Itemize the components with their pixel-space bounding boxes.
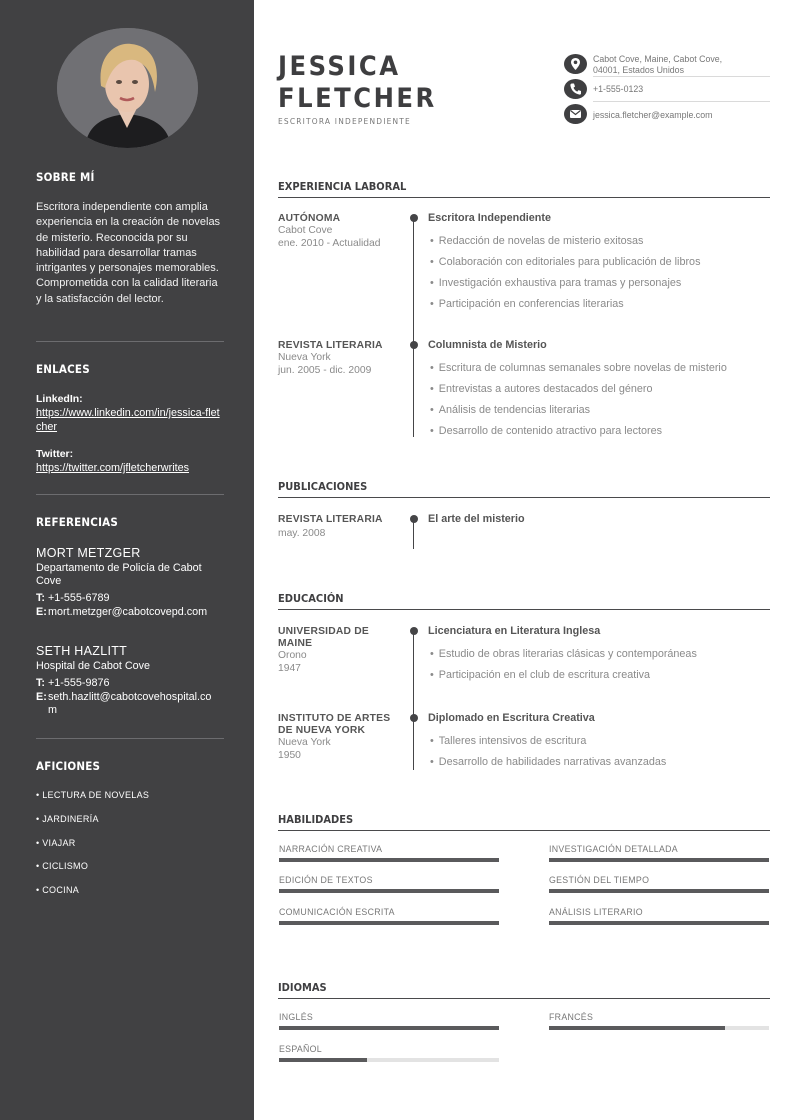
email-key: E: [36,606,47,618]
twitter-label: Twitter: [36,448,74,460]
address-line-1: Cabot Cove, Maine, Cabot Cove, [593,54,723,64]
divider [36,494,224,495]
about-text: Escritora independiente con amplia experiencia en la creación de novelas de misterio. Reconocida por su habilidad para desarrollar tramas intrigantes y personajes memorables. Comprometida con la calidad literaria y la satisfacción del lector. [36,201,221,305]
skill-bar-fill [279,858,499,862]
publications-heading: PUBLICACIONES [278,480,368,493]
reference-phone-line [36,592,224,605]
first-name: JESSICA [278,51,401,82]
experience-org: REVISTA LITERARIA [278,340,383,351]
reference-item [36,644,224,717]
education-org: INSTITUTO DE ARTES [278,713,391,724]
about-heading: SOBRE MÍ [36,170,95,184]
education-bullet: • Estudio de obras literarias clásicas y contemporáneas [430,648,697,660]
language-name: INGLÉS [279,1012,314,1022]
language-bar-track [279,1026,499,1030]
email-icon [564,104,587,124]
reference-org: Hospital de Cabot Cove [36,660,151,672]
experience-bullet: • Colaboración con editoriales para publicación de libros [430,256,700,268]
profile-photo [57,28,198,148]
skill-bar-track [549,921,769,925]
hobby-item: • JARDINERÍA [36,814,99,824]
education-org: MAINE [278,638,313,649]
last-name: FLETCHER [278,83,437,114]
education-location: Orono [278,650,307,661]
language-bar-fill [279,1026,499,1030]
address-line-2: 04001, Estados Unidos [593,64,684,75]
twitter-link[interactable]: https://twitter.com/jfletcherwrites [36,462,190,474]
education-org: UNIVERSIDAD DE [278,626,369,637]
hobbies-heading: AFICIONES [36,759,101,773]
location-pin-icon [564,54,587,74]
language-item [279,1044,499,1054]
skill-bar-track [279,858,499,862]
skill-item [549,907,769,917]
skill-name: GESTIÓN DEL TIEMPO [549,875,650,885]
section-rule [278,609,770,610]
language-item [549,1012,769,1022]
skill-item [549,844,769,854]
skills-heading: HABILIDADES [278,813,354,826]
publication-org: REVISTA LITERARIA [278,514,383,525]
language-bar-track [279,1058,499,1062]
hobby-item: • VIAJAR [36,838,76,848]
skill-bar-fill [549,858,769,862]
reference-name: SETH HAZLITT [36,644,128,658]
experience-dates: jun. 2005 - dic. 2009 [278,365,372,376]
experience-bullet: • Entrevistas a autores destacados del género [430,383,652,395]
hobby-item: • LECTURA DE NOVELAS [36,790,150,800]
skill-bar-fill [279,921,499,925]
skill-bar-track [279,889,499,893]
section-rule [278,197,770,198]
language-bar-track [549,1026,769,1030]
skill-bar-fill [549,889,769,893]
reference-name: MORT METZGER [36,546,141,560]
phone-icon [564,79,587,99]
skill-name: INVESTIGACIÓN DETALLADA [549,844,678,854]
language-name: FRANCÉS [549,1012,594,1022]
timeline-dot [410,627,418,635]
education-bullet: • Desarrollo de habilidades narrativas avanzadas [430,756,666,768]
language-item [279,1012,499,1022]
reference-email: mort.metzger@cabotcovepd.com [48,606,208,618]
skill-bar-fill [549,921,769,925]
experience-bullet: • Investigación exhaustiva para tramas y personajes [430,277,681,289]
divider [593,101,770,102]
job-title: ESCRITORA INDEPENDIENTE [278,116,411,126]
skill-bar-track [279,921,499,925]
skill-bar-fill [279,889,499,893]
phone-key: T: [36,677,45,689]
experience-location: Nueva York [278,352,331,363]
reference-item [36,546,224,619]
education-heading: EDUCACIÓN [278,592,344,605]
reference-email-line [36,691,224,717]
education-year: 1947 [278,663,301,674]
reference-phone: +1-555-6789 [48,592,110,604]
language-name: ESPAÑOL [279,1044,323,1054]
education-year: 1950 [278,750,301,761]
reference-org: Departamento de Policía de Cabot Cove [36,562,202,587]
section-rule [278,497,770,498]
timeline-line [413,218,414,437]
email-key: E: [36,691,47,703]
skill-name: COMUNICACIÓN ESCRITA [279,907,395,917]
reference-email: seth.hazlitt@cabotcovehospital.com [48,691,212,716]
phone-number: +1-555-0123 [593,84,644,94]
experience-org: AUTÓNOMA [278,213,341,224]
skill-bar-track [549,858,769,862]
hobby-item: • CICLISMO [36,861,89,871]
education-bullet: • Participación en el club de escritura creativa [430,669,650,681]
experience-location: Cabot Cove [278,225,333,236]
skill-name: NARRACIÓN CREATIVA [279,844,383,854]
timeline-dot [410,515,418,523]
linkedin-link[interactable]: https://www.linkedin.com/in/jessica-fletcher [36,407,220,433]
email-address[interactable]: jessica.fletcher@example.com [593,110,713,120]
skill-item [279,844,499,854]
skill-item [279,875,499,885]
language-bar-fill [279,1058,367,1062]
reference-phone-line [36,677,224,690]
education-bullet: • Talleres intensivos de escritura [430,735,586,747]
links-heading: ENLACES [36,362,90,376]
publication-date: may. 2008 [278,528,326,539]
experience-heading: EXPERIENCIA LABORAL [278,180,407,193]
hobby-item: • COCINA [36,885,80,895]
section-rule [278,998,770,999]
timeline-dot [410,214,418,222]
reference-phone: +1-555-9876 [48,677,110,689]
references-heading: REFERENCIAS [36,515,118,529]
experience-bullet: • Participación en conferencias literarias [430,298,624,310]
divider [36,341,224,342]
education-org: DE NUEVA YORK [278,725,366,736]
skill-item [549,875,769,885]
language-bar-fill [549,1026,725,1030]
reference-email-line [36,606,224,619]
skill-item [279,907,499,917]
education-degree: Diplomado en Escritura Creativa [428,712,595,724]
publication-title: El arte del misterio [428,513,525,525]
skill-name: ANÁLISIS LITERARIO [549,907,643,917]
timeline-dot [410,341,418,349]
timeline-dot [410,714,418,722]
experience-role: Columnista de Misterio [428,339,547,351]
education-location: Nueva York [278,737,331,748]
skill-bar-track [549,889,769,893]
languages-heading: IDIOMAS [278,981,327,994]
phone-key: T: [36,592,45,604]
experience-bullet: • Análisis de tendencias literarias [430,404,590,416]
divider [36,738,224,739]
sidebar [0,0,254,1120]
linkedin-label: LinkedIn: [36,393,83,405]
experience-bullet: • Redacción de novelas de misterio exitosas [430,235,643,247]
experience-dates: ene. 2010 - Actualidad [278,238,381,249]
experience-bullet: • Desarrollo de contenido atractivo para lectores [430,425,662,437]
skill-name: EDICIÓN DE TEXTOS [279,875,373,885]
section-rule [278,830,770,831]
experience-bullet: • Escritura de columnas semanales sobre novelas de misterio [430,362,727,374]
timeline-line [413,630,414,770]
experience-role: Escritora Independiente [428,212,551,224]
education-degree: Licenciatura en Literatura Inglesa [428,625,601,637]
divider [593,76,770,77]
